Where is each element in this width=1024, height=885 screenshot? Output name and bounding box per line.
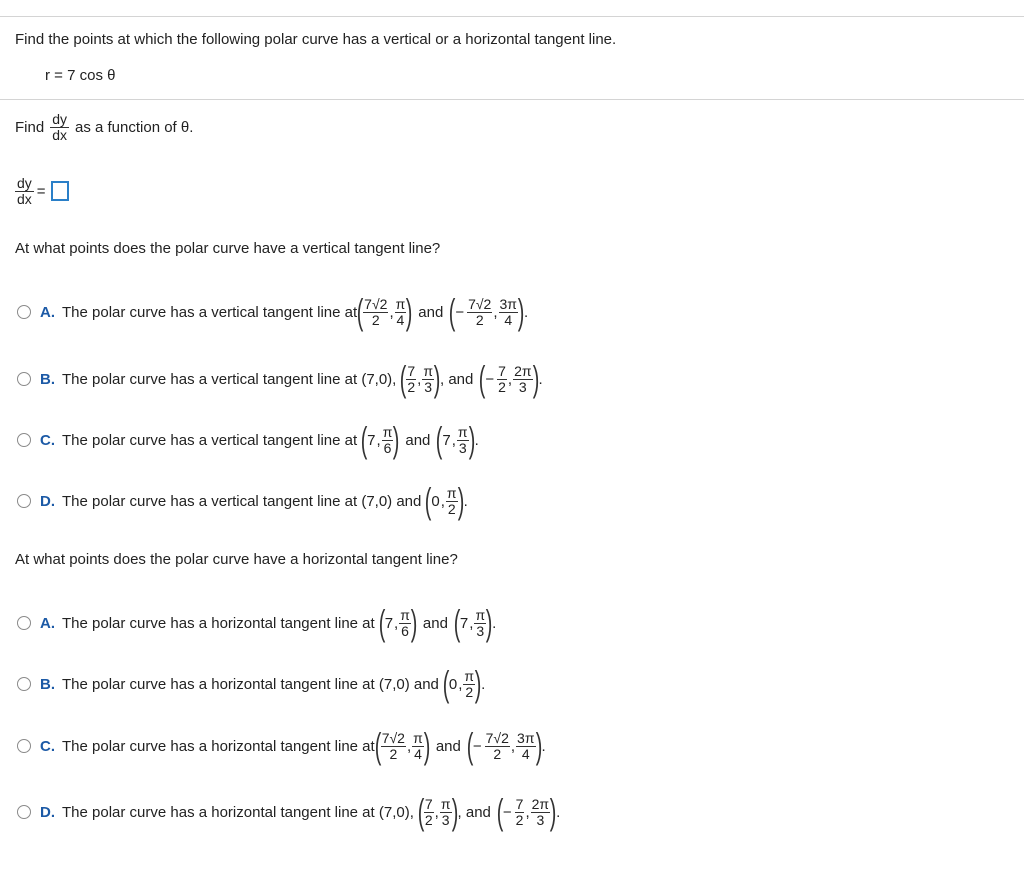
option-letter: B. — [40, 675, 55, 693]
point-expression: ( $\frac{7}{2}$ , $\frac{\pi}{3}$ ) — [417, 791, 458, 832]
point-expression: ( $\frac{7√2}{2}$ , $\frac{\pi}{4}$ ) — [374, 725, 431, 766]
option-text: The polar curve has a horizontal tangent line at — [62, 737, 375, 755]
option-text: The polar curve has a horizontal tangent line at (7,0), — [62, 803, 414, 821]
option-text: The polar curve has a vertical tangent line at — [62, 431, 358, 449]
radio-button[interactable] — [17, 616, 31, 630]
and-label: and — [405, 431, 431, 449]
radio-button[interactable] — [17, 372, 31, 386]
fraction-denominator: dx — [17, 190, 32, 207]
answer-input-box[interactable] — [51, 181, 69, 201]
top-divider — [0, 16, 1024, 17]
answer-dy-dx — [15, 176, 34, 206]
radio-button[interactable] — [17, 433, 31, 447]
radio-button[interactable] — [17, 805, 31, 819]
option-letter: D. — [40, 803, 55, 821]
vertical-option-a[interactable]: A. The polar curve has a vertical tangent line at ( $\frac{7√2}{2}$ , $\frac{\pi}{4}$ ) and ( − $\frac{7√2}{2}$ , $\frac{3\pi}{4}$ ) . — [17, 294, 528, 330]
derivative-answer-row — [15, 176, 69, 206]
find-derivative-prompt — [15, 112, 193, 142]
point-expression: ( $\frac{7}{2}$ , $\frac{\pi}{3}$ ) — [400, 358, 441, 399]
option-letter: A. — [40, 614, 55, 632]
option-text: The polar curve has a horizontal tangent line at — [62, 614, 375, 632]
dy-dx-fraction — [50, 112, 69, 142]
option-text: The polar curve has a vertical tangent line at (7,0) and — [62, 492, 422, 510]
option-letter: C. — [40, 737, 55, 755]
fraction-numerator: dy — [52, 111, 67, 127]
and-label: and — [418, 303, 444, 321]
point-expression: ( $\frac{7√2}{2}$ , $\frac{\pi}{4}$ ) — [356, 291, 413, 332]
radio-button[interactable] — [17, 305, 31, 319]
vertical-option-d[interactable]: D. The polar curve has a vertical tangent line at (7,0) and ( 0 , $\frac{\pi}{2}$ ) . — [17, 483, 468, 519]
point-expression: ( − $\frac{7}{2}$ , $\frac{2\pi}{3}$ ) — [479, 358, 539, 399]
point-expression: ( − $\frac{7√2}{2}$ , $\frac{3\pi}{4}$ ) — [466, 725, 542, 766]
point-expression: ( 0 , $\frac{\pi}{2}$ ) — [425, 480, 464, 521]
and-label: and — [422, 614, 448, 632]
horizontal-option-d[interactable]: D. The polar curve has a horizontal tangent line at (7,0), ( $\frac{7}{2}$ , $\frac{\pi}{3}$ ) , and ( − $\frac{7}{2}$ , $\frac{2\pi}{3}$ ) . — [17, 794, 560, 830]
option-text: The polar curve has a vertical tangent line at (7,0), — [62, 370, 397, 388]
horizontal-option-c[interactable]: C. The polar curve has a horizontal tangent line at ( $\frac{7√2}{2}$ , $\frac{\pi}{4}$ ) and ( − $\frac{7√2}{2}$ , $\frac{3\pi}{4}$ ) . — [17, 728, 546, 764]
point-expression: ( 7 , $\frac{\pi}{3}$ ) — [436, 419, 475, 460]
question-prompt: Find the points at which the following polar curve has a vertical or a horizontal tangent line. — [15, 31, 617, 48]
horizontal-option-b[interactable]: B. The polar curve has a horizontal tangent line at (7,0) and ( 0 , $\frac{\pi}{2}$ ) . — [17, 666, 485, 702]
point-expression: ( 0 , $\frac{\pi}{2}$ ) — [442, 663, 482, 704]
equation-text: r = 7 cos θ — [45, 67, 116, 84]
and-label: , and — [439, 370, 474, 388]
option-text: The polar curve has a vertical tangent line at — [62, 303, 358, 321]
point-expression: ( 7 , $\frac{\pi}{3}$ ) — [453, 602, 493, 643]
radio-button[interactable] — [17, 677, 31, 691]
equation — [45, 67, 115, 84]
vertical-option-b[interactable]: B. The polar curve has a vertical tangent line at (7,0), ( $\frac{7}{2}$ , $\frac{\pi}{3}$ ) , and ( − $\frac{7}{2}$ , $\frac{2\pi}{3}$ ) . — [17, 361, 543, 397]
find-label: Find — [15, 118, 45, 136]
point-expression: ( − $\frac{7√2}{2}$ , $\frac{3\pi}{4}$ ) — [449, 291, 525, 332]
and-label: , and — [457, 803, 491, 821]
point-expression: ( 7 , $\frac{\pi}{6}$ ) — [378, 602, 418, 643]
as-function-label: as a function of θ. — [74, 118, 194, 136]
vertical-option-c[interactable]: C. The polar curve has a vertical tangent line at ( 7 , $\frac{\pi}{6}$ ) and ( 7 , $\frac{\pi}{3}$ ) . — [17, 422, 479, 458]
point-expression: ( 7 , $\frac{\pi}{6}$ ) — [360, 419, 400, 460]
equals-sign: = — [36, 182, 46, 200]
point-expression: ( − $\frac{7}{2}$ , $\frac{2\pi}{3}$ ) — [496, 791, 557, 832]
option-letter: C. — [40, 431, 55, 449]
option-text: The polar curve has a horizontal tangent line at (7,0) and — [62, 675, 439, 693]
section-divider — [0, 99, 1024, 100]
option-letter: D. — [40, 492, 55, 510]
vertical-question: At what points does the polar curve have a vertical tangent line? — [15, 240, 441, 257]
fraction-numerator: dy — [17, 175, 32, 191]
and-label: and — [435, 737, 461, 755]
option-letter: A. — [40, 303, 55, 321]
fraction-denominator: dx — [52, 126, 67, 143]
radio-button[interactable] — [17, 739, 31, 753]
radio-button[interactable] — [17, 494, 31, 508]
horizontal-option-a[interactable]: A. The polar curve has a horizontal tangent line at ( 7 , $\frac{\pi}{6}$ ) and ( 7 , $\frac{\pi}{3}$ ) . — [17, 605, 496, 641]
option-letter: B. — [40, 370, 55, 388]
horizontal-question: At what points does the polar curve have a horizontal tangent line? — [15, 551, 458, 568]
